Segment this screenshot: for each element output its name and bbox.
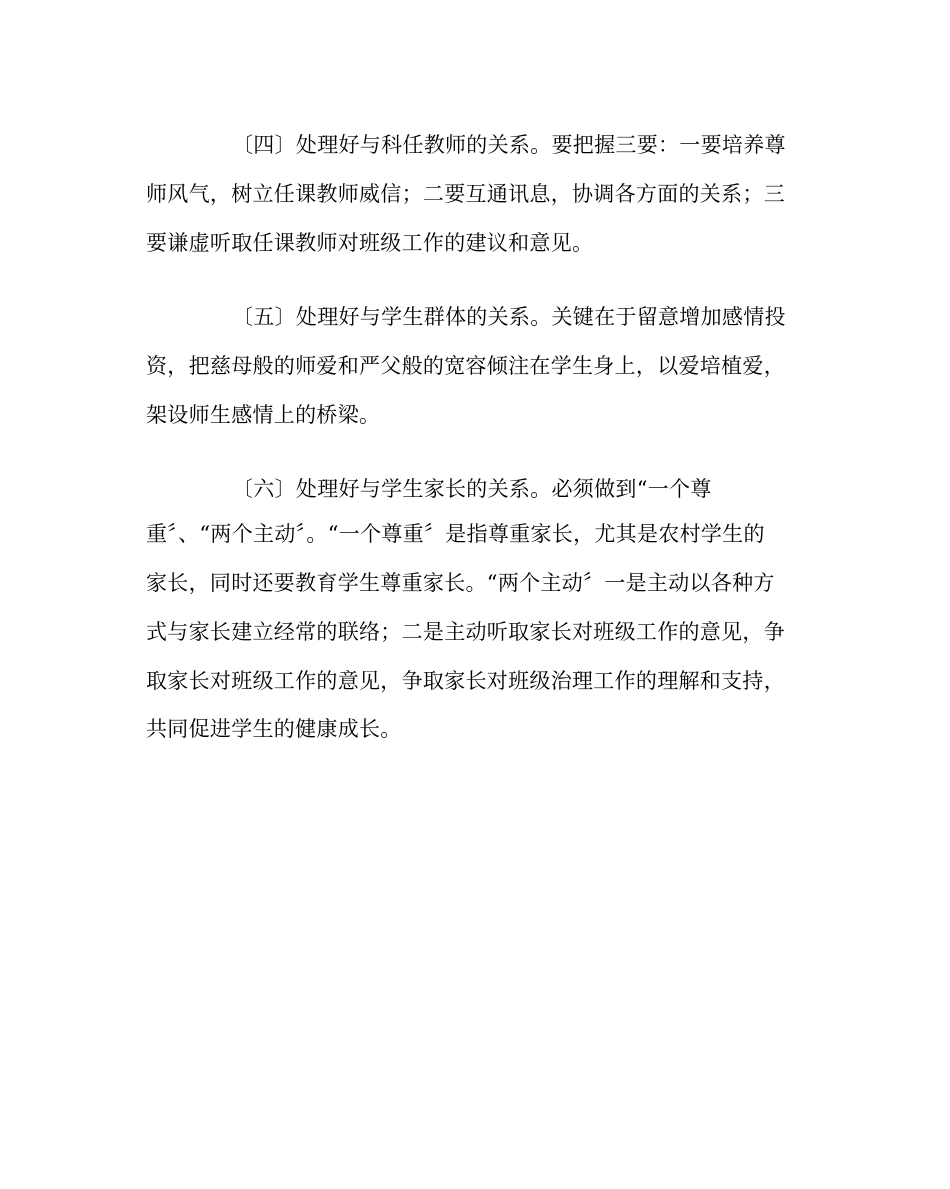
paragraph-line: 重〞、“两个主动〞。“一个尊重〞是指尊重家长，尤其是农村学生的 (146, 522, 765, 546)
paragraph-line: 式与家长建立经常的联络；二是主动听取家长对班级工作的意见，争 (146, 620, 785, 644)
paragraph-line: 取家长对班级工作的意见，争取家长对班级治理工作的理解和支持， (146, 669, 785, 693)
paragraph-line: 架设师生感情上的桥梁。 (146, 403, 381, 427)
paragraph-line: 〔四〕处理好与科任教师的关系。要把握三要：一要培养尊 (232, 133, 786, 157)
paragraph-line: 要谦虚听取任课教师对班级工作的建议和意见。 (146, 231, 594, 255)
paragraph-line: 〔六〕处理好与学生家长的关系。必须做到“一个尊 (232, 477, 712, 501)
paragraph-line: 师风气，树立任课教师威信；二要互通讯息，协调各方面的关系；三 (146, 182, 785, 206)
paragraph-line: 〔五〕处理好与学生群体的关系。关键在于留意增加感情投 (232, 305, 786, 329)
paragraph-line: 家长，同时还要教育学生尊重家长。“两个主动〞一是主动以各种方 (146, 571, 775, 595)
paragraph-line: 共同促进学生的健康成长。 (146, 717, 402, 741)
paragraph-line: 资，把慈母般的师爱和严父般的宽容倾注在学生身上，以爱培植爱， (146, 354, 785, 378)
